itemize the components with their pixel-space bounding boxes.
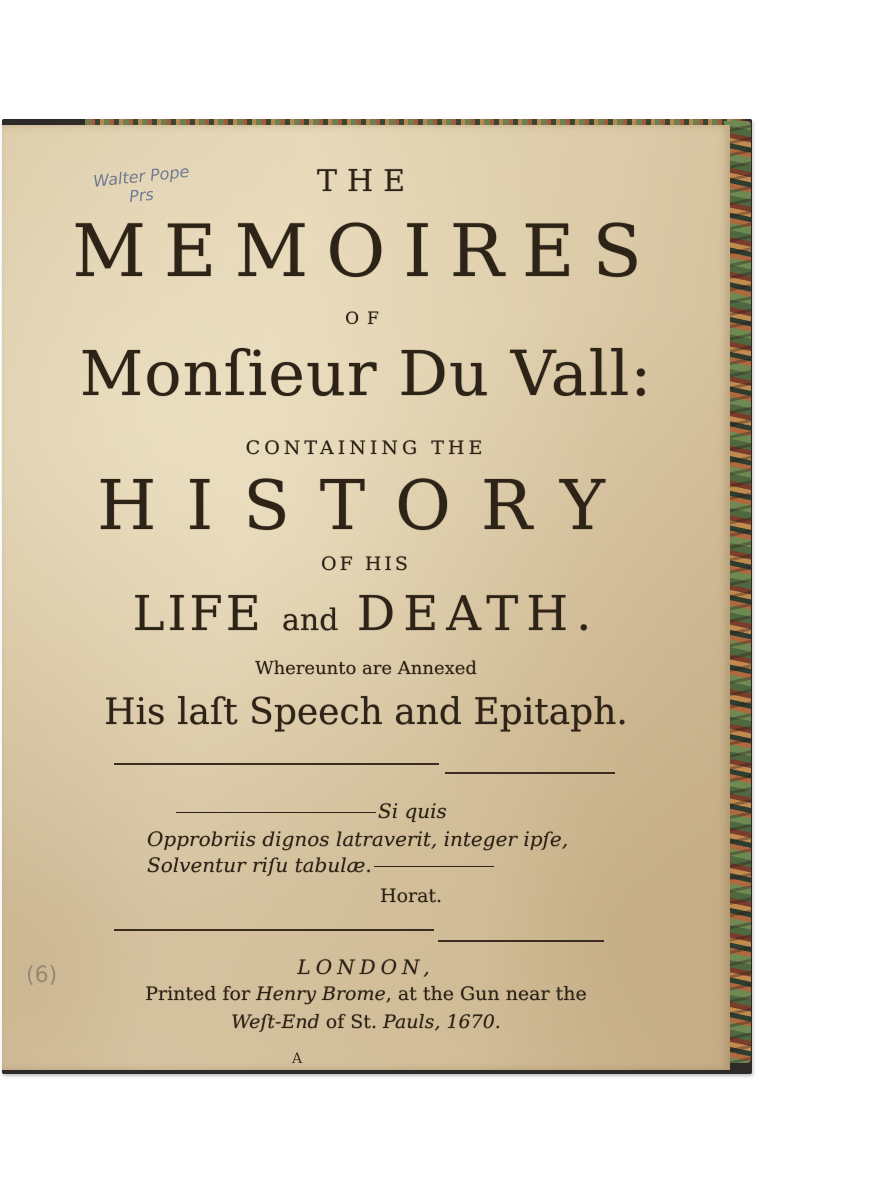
epigraph-line-2: Opprobriis dignos latraverit, integer ipſe, — [147, 827, 569, 851]
manuscript-line-2: Prs — [128, 184, 155, 207]
imprint-printed-for — [2, 985, 730, 1004]
title-of-his: OF HIS — [321, 553, 411, 575]
imprint-of-st: of St. — [325, 1011, 377, 1033]
epigraph-dash-2 — [374, 866, 494, 867]
epigraph-dash — [176, 812, 376, 813]
title-life: LIFE — [132, 586, 264, 642]
title-speech-epitaph: His laſt Speech and Epitaph. — [104, 692, 628, 733]
signature-mark: A — [292, 1051, 304, 1067]
epigraph-line-3 — [147, 853, 496, 877]
rule-upper-left — [114, 763, 439, 765]
title-of: OF — [345, 309, 387, 329]
rule-upper-right — [445, 772, 615, 774]
title-containing: CONTAINING THE — [245, 437, 487, 459]
rule-lower-right — [438, 940, 604, 942]
imprint-printed-label: Printed for — [145, 983, 251, 1005]
title-history: HISTORY — [97, 467, 635, 546]
title-life-and-death — [2, 586, 730, 642]
title-memoires: MEMOIRES — [72, 209, 660, 293]
manuscript-line-1: Walter Pope — [92, 161, 191, 191]
imprint-west-end-label: Weſt-End — [231, 1011, 320, 1033]
title-monsieur-du-vall: Monſieur Du Vall: — [79, 337, 653, 410]
imprint-year: , 1670. — [434, 1011, 501, 1033]
imprint-london: LONDON, — [297, 955, 435, 979]
imprint-at-the-gun: , at the Gun near the — [385, 983, 587, 1005]
epigraph-solventur: Solventur riſu tabulæ. — [147, 853, 372, 877]
title-and: and — [282, 603, 339, 638]
pencil-shelfmark: (6) — [26, 963, 58, 988]
epigraph-line-1 — [174, 799, 447, 823]
title-whereunto: Whereunto are Annexed — [255, 658, 477, 679]
title-death: DEATH. — [356, 586, 600, 642]
epigraph-attribution: Horat. — [380, 885, 443, 907]
imprint-pauls: Pauls — [383, 1011, 435, 1033]
title-page — [2, 125, 730, 1070]
imprint-printer: Henry Brome — [256, 983, 386, 1005]
title-the: THE — [316, 164, 416, 199]
imprint-west-end — [2, 1013, 730, 1032]
epigraph-si-quis: Si quis — [378, 799, 447, 823]
rule-lower-left — [114, 929, 434, 931]
